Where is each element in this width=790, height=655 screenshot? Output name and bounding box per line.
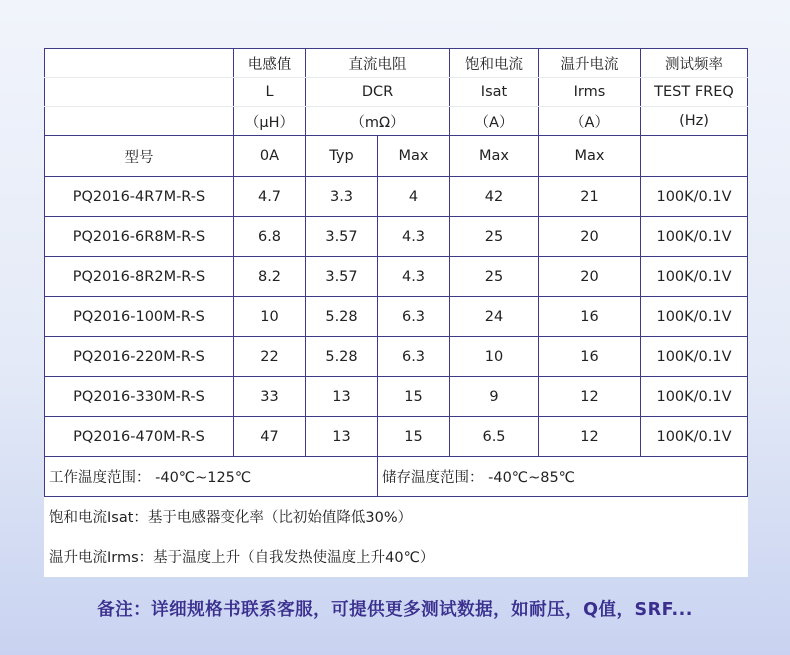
remark-text: 备注：详细规格书联系客服，可提供更多测试数据，如耐压，Q值，SRF...: [97, 600, 693, 620]
cell-freq: 100K/0.1V: [641, 177, 748, 217]
cell-dcr-typ: 5.28: [306, 297, 378, 337]
cell-irms: 21: [539, 177, 641, 217]
header-irms-symbol: Irms: [539, 78, 641, 107]
header-empty: [45, 107, 234, 136]
cell-isat: 6.5: [450, 417, 539, 457]
storage-temp-note: 储存温度范围： -40℃~85℃: [378, 457, 748, 497]
cell-dcr-typ: 3.3: [306, 177, 378, 217]
cell-irms: 20: [539, 217, 641, 257]
subheader-dcr-typ: Typ: [306, 136, 378, 177]
header-freq-name: 测试频率: [641, 49, 748, 78]
header-empty: [45, 78, 234, 107]
cell-isat: 25: [450, 257, 539, 297]
table-row: [45, 177, 748, 217]
cell-l: 8.2: [234, 257, 306, 297]
header-isat-name: 饱和电流: [450, 49, 539, 78]
isat-note: 饱和电流Isat：基于电感器变化率（比初始值降低30%）: [45, 497, 748, 537]
clipped-top-text: [160, 0, 580, 6]
cell-model: PQ2016-6R8M-R-S: [45, 217, 234, 257]
cell-dcr-typ: 5.28: [306, 337, 378, 377]
cell-dcr-max: 15: [378, 417, 450, 457]
cell-dcr-typ: 13: [306, 417, 378, 457]
header-l-name: 电感值: [234, 49, 306, 78]
subheader-dcr-max: Max: [378, 136, 450, 177]
cell-irms: 16: [539, 337, 641, 377]
cell-freq: 100K/0.1V: [641, 417, 748, 457]
subheader-l: 0A: [234, 136, 306, 177]
header-row-units: [45, 107, 748, 136]
cell-l: 4.7: [234, 177, 306, 217]
cell-freq: 100K/0.1V: [641, 377, 748, 417]
cell-model: PQ2016-100M-R-S: [45, 297, 234, 337]
cell-l: 6.8: [234, 217, 306, 257]
cell-isat: 9: [450, 377, 539, 417]
cell-l: 47: [234, 417, 306, 457]
header-isat-unit: （A）: [450, 107, 539, 136]
cell-freq: 100K/0.1V: [641, 337, 748, 377]
subheader-irms: Max: [539, 136, 641, 177]
cell-model: PQ2016-330M-R-S: [45, 377, 234, 417]
cell-l: 10: [234, 297, 306, 337]
cell-irms: 12: [539, 417, 641, 457]
cell-dcr-typ: 13: [306, 377, 378, 417]
table-row: [45, 377, 748, 417]
cell-l: 33: [234, 377, 306, 417]
temperature-row: [45, 457, 748, 497]
cell-dcr-typ: 3.57: [306, 217, 378, 257]
subheader-model: 型号: [45, 136, 234, 177]
header-l-unit: （μH）: [234, 107, 306, 136]
cell-isat: 42: [450, 177, 539, 217]
cell-model: PQ2016-8R2M-R-S: [45, 257, 234, 297]
header-l-symbol: L: [234, 78, 306, 107]
isat-note-row: [45, 497, 748, 537]
table-row: [45, 337, 748, 377]
operating-temp-note: 工作温度范围： -40℃~125℃: [45, 457, 378, 497]
cell-dcr-max: 6.3: [378, 297, 450, 337]
header-row-names: [45, 49, 748, 78]
cell-irms: 12: [539, 377, 641, 417]
cell-model: PQ2016-470M-R-S: [45, 417, 234, 457]
header-empty: [45, 49, 234, 78]
cell-dcr-max: 4: [378, 177, 450, 217]
cell-dcr-max: 4.3: [378, 257, 450, 297]
cell-dcr-max: 15: [378, 377, 450, 417]
cell-dcr-max: 4.3: [378, 217, 450, 257]
table-row: [45, 417, 748, 457]
cell-freq: 100K/0.1V: [641, 257, 748, 297]
header-row-symbols: [45, 78, 748, 107]
cell-dcr-max: 6.3: [378, 337, 450, 377]
subheader-isat: Max: [450, 136, 539, 177]
header-dcr-symbol: DCR: [306, 78, 450, 107]
cell-isat: 25: [450, 217, 539, 257]
irms-note: 温升电流Irms：基于温度上升（自我发热使温度上升40℃）: [45, 537, 748, 577]
cell-dcr-typ: 3.57: [306, 257, 378, 297]
header-freq-symbol: TEST FREQ: [641, 78, 748, 107]
cell-l: 22: [234, 337, 306, 377]
cell-isat: 24: [450, 297, 539, 337]
cell-irms: 16: [539, 297, 641, 337]
header-dcr-name: 直流电阻: [306, 49, 450, 78]
cell-freq: 100K/0.1V: [641, 217, 748, 257]
cell-model: PQ2016-220M-R-S: [45, 337, 234, 377]
cell-isat: 10: [450, 337, 539, 377]
subheader-row: [45, 136, 748, 177]
header-irms-unit: （A）: [539, 107, 641, 136]
header-freq-unit: (Hz): [641, 107, 748, 136]
cell-irms: 20: [539, 257, 641, 297]
spec-table: [44, 48, 748, 577]
cell-freq: 100K/0.1V: [641, 297, 748, 337]
table-row: [45, 257, 748, 297]
table-row: [45, 217, 748, 257]
irms-note-row: [45, 537, 748, 577]
header-irms-name: 温升电流: [539, 49, 641, 78]
subheader-freq: [641, 136, 748, 177]
cell-model: PQ2016-4R7M-R-S: [45, 177, 234, 217]
header-dcr-unit: （mΩ）: [306, 107, 450, 136]
header-isat-symbol: Isat: [450, 78, 539, 107]
table-row: [45, 297, 748, 337]
